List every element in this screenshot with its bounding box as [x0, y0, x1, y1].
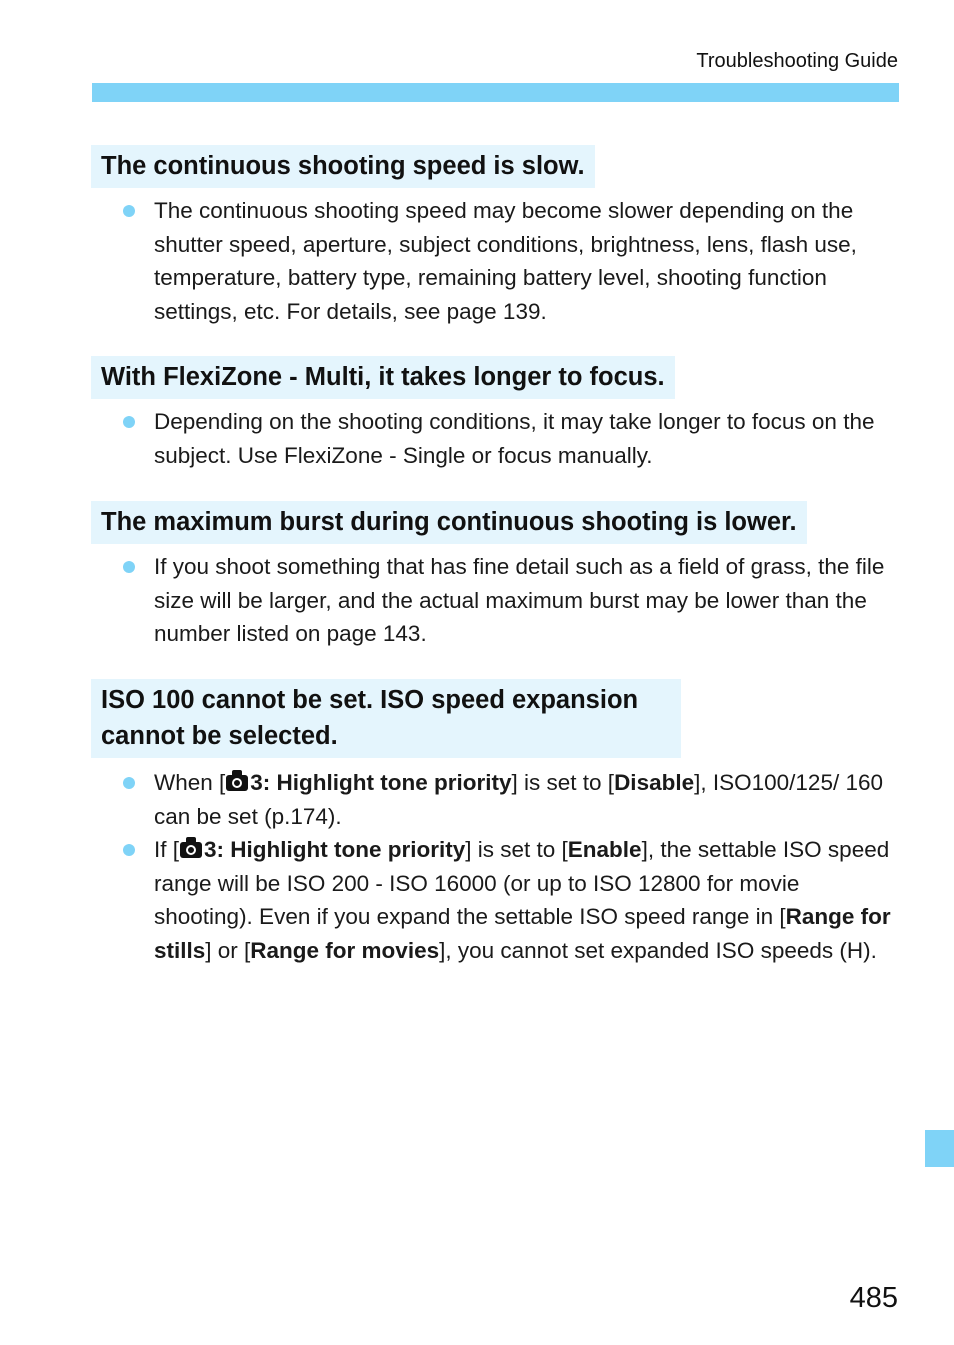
text-run: ] or [: [205, 937, 251, 963]
camera-icon: [226, 775, 248, 791]
header-bar: [92, 83, 899, 102]
bullet-text: If you shoot something that has fine detail such as a field of grass, the file size will be larger, and the actual maximum burst may be lower than the number listed on page 143.: [154, 554, 885, 647]
bullet-icon: [123, 561, 135, 573]
heading-line-1: ISO 100 cannot be set. ISO speed expansion: [101, 686, 639, 714]
list-item: [91, 766, 899, 833]
text-run: ], ISO100/125/ 160 can be set (p.174).: [154, 770, 883, 829]
list-item: [91, 405, 899, 472]
list-item: [91, 833, 899, 967]
section-heading: The continuous shooting speed is slow.: [91, 145, 595, 188]
menu-item-name: 3: Highlight tone priority: [204, 837, 466, 863]
section-max-burst: [91, 501, 899, 651]
camera-icon: [180, 842, 202, 858]
text-run: If [: [154, 837, 180, 863]
bullet-icon: [123, 205, 135, 217]
bullet-list: [91, 405, 899, 472]
bullet-list: [91, 550, 899, 651]
bullet-text: The continuous shooting speed may become slower depending on the shutter speed, aperture, subject conditions, brightness, lens, flash use, temperature, battery type, remaining battery level, shooting function settings, etc. For details, see page 139.: [154, 198, 857, 324]
list-item: [91, 550, 899, 651]
page-number: 485: [849, 1282, 898, 1314]
text-run: When [: [154, 770, 226, 795]
list-item: [91, 194, 899, 328]
text-run: ] is set to [: [465, 837, 568, 863]
section-iso-100: [91, 679, 899, 968]
text-run: ], you cannot set expanded ISO speeds (H).: [439, 937, 877, 963]
menu-item-name: Range for stills: [154, 904, 891, 963]
bullet-list: [91, 194, 899, 328]
setting-value: Enable: [567, 837, 642, 863]
bullet-text: Depending on the shooting conditions, it may take longer to focus on the subject. Use FlexiZone - Single or focus manually.: [154, 409, 875, 468]
menu-item-name: Range for movies: [250, 937, 440, 963]
section-heading: With FlexiZone - Multi, it takes longer to focus.: [91, 356, 675, 399]
chapter-tab: [925, 1130, 954, 1167]
running-header: Troubleshooting Guide: [696, 50, 898, 72]
bullet-icon: [123, 416, 135, 428]
bullet-list: [91, 766, 899, 968]
heading-line-2: cannot be selected.: [101, 722, 338, 750]
bullet-icon: [123, 777, 135, 789]
text-run: ] is set to [: [511, 770, 615, 795]
section-heading: [91, 679, 681, 758]
text-run: ], the settable ISO speed range will be ISO 200 - ISO 16000 (or up to ISO 12800 for movie shooting). Even if you expand the settable ISO speed range in [: [154, 837, 890, 930]
menu-item-name: 3: Highlight tone priority: [250, 770, 512, 795]
section-heading: The maximum burst during continuous shooting is lower.: [91, 501, 807, 544]
section-continuous-speed: [91, 145, 899, 328]
section-flexizone-focus: [91, 356, 899, 472]
setting-value: Disable: [614, 770, 695, 795]
bullet-icon: [123, 844, 135, 856]
